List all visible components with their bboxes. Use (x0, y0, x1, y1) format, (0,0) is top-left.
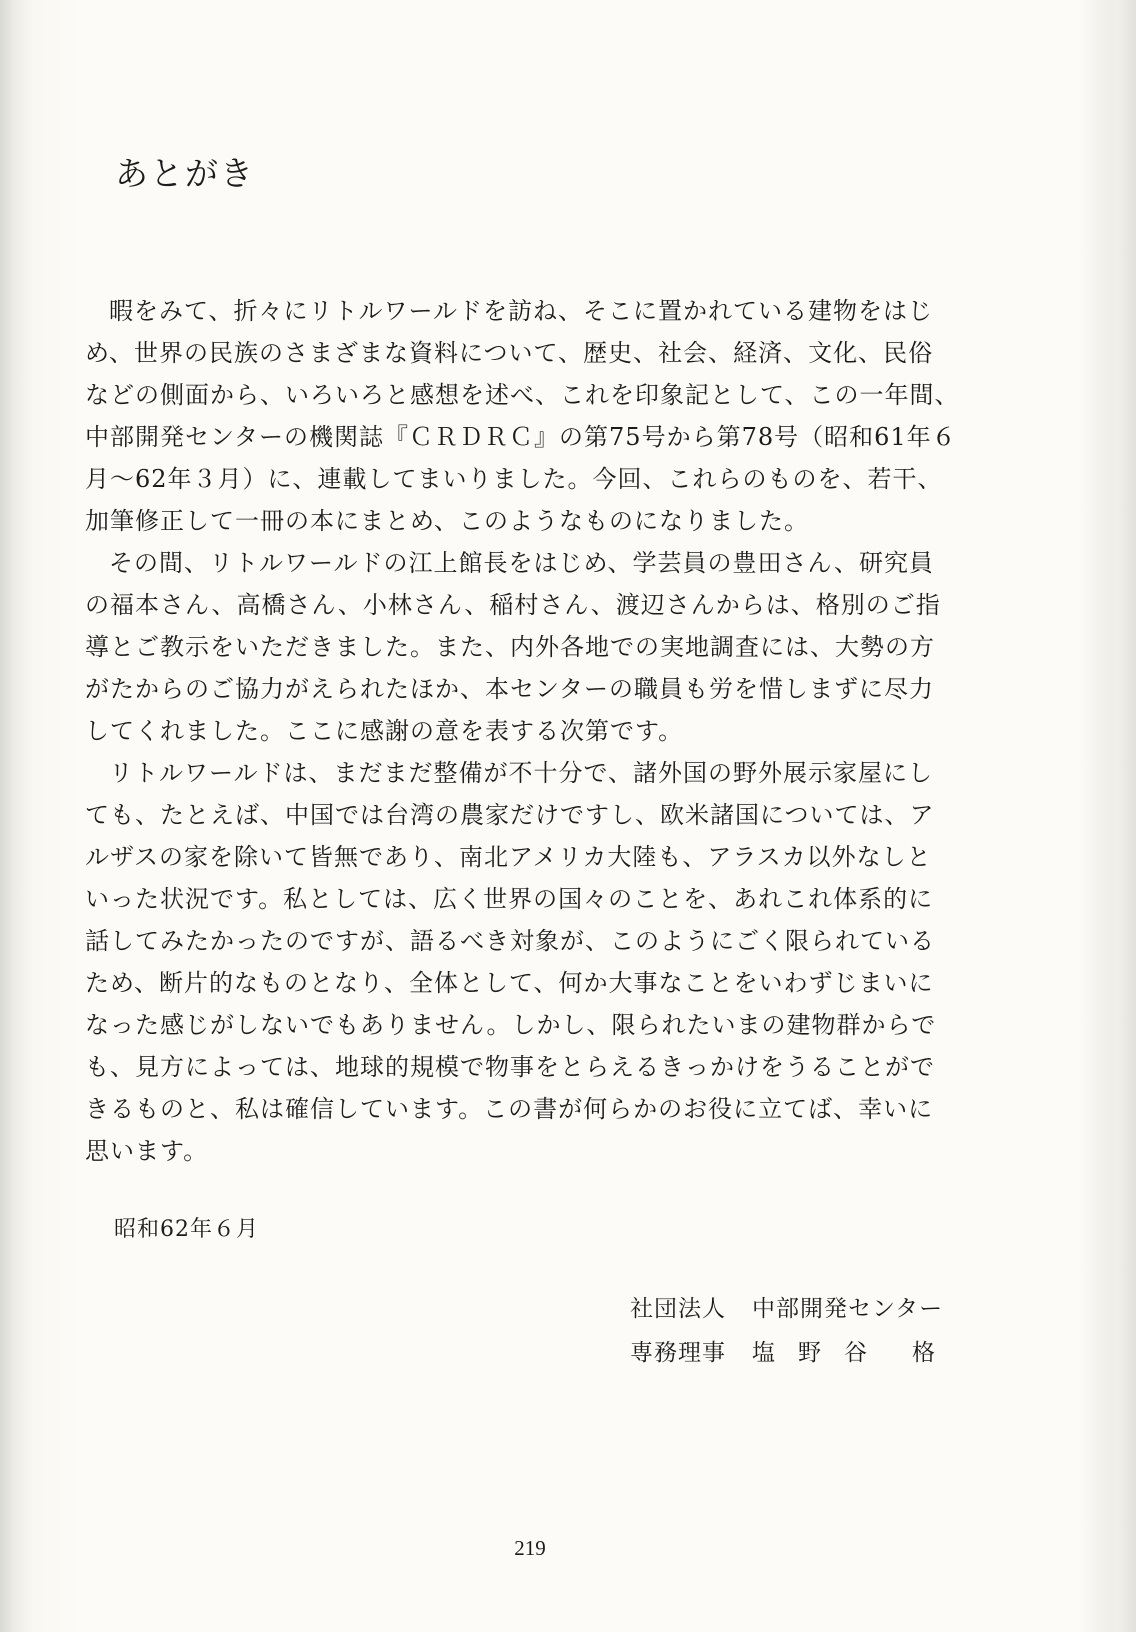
page-edge-shadow (1106, 0, 1136, 1632)
paragraph-3-line-9: きるものと、私は確信しています。この書が何らかのお役に立てば、幸いに (85, 1095, 934, 1123)
paragraph-3-line-6: ため、断片的なものとなり、全体として、何か大事なことをいわずじまいに (85, 969, 934, 997)
paragraph-2-line-5: してくれました。ここに感謝の意を表する次第です。 (85, 717, 684, 745)
paragraph-2-line-3: 導とご教示をいただきました。また、内外各地での実地調査には、大勢の方 (85, 633, 935, 661)
name-char-1: 塩 (752, 1340, 776, 1366)
paragraph-3-line-4: いった状況です。私としては、広く世界の国々のことを、あれこれ体系的に (85, 885, 934, 913)
name-char-2: 野 (798, 1340, 822, 1366)
paragraph-1-line-3: などの側面から、いろいろと感想を述べ、これを印象記として、この一年間、 (85, 381, 960, 409)
paragraph-1-line-2: め、世界の民族のさまざまな資料について、歴史、社会、経済、文化、民俗 (85, 339, 934, 367)
paragraph-2-line-2: の福本さん、高橋さん、小林さん、稲村さん、渡辺さんからは、格別のご指 (85, 591, 941, 619)
date-line: 昭和62年６月 (114, 1217, 259, 1242)
organization-name: 中部開発センター (752, 1296, 944, 1322)
paragraph-1-line-4: 中部開発センターの機関誌『ＣＲＤＲＣ』の第75号から第78号（昭和61年６ (85, 423, 957, 451)
page-title: あとがき (115, 154, 255, 193)
paragraph-3-line-8: も、見方によっては、地球的規模で物事をとらえるきっかけをうることがで (85, 1053, 935, 1081)
paragraph-3-line-3: ルザスの家を除いて皆無であり、南北アメリカ大陸も、アラスカ以外なしと (85, 843, 932, 871)
paragraph-2-line-4: がたからのご協力がえられたほか、本センターの職員も労を惜しまずに尽力 (85, 675, 935, 703)
signature-person (630, 1334, 936, 1367)
page-number: 219 (514, 1536, 546, 1560)
paragraph-3-line-1: リトルワールドは、まだまだ整備が不十分で、諸外国の野外展示家屋にし (109, 759, 934, 787)
body-text (85, 290, 965, 1172)
paragraph-3-line-5: 話してみたかったのですが、語るべき対象が、このようにごく限られている (85, 927, 935, 955)
signature-name (752, 1340, 936, 1366)
paragraph-1-line-1: 暇をみて、折々にリトルワールドを訪ね、そこに置かれている建物をはじ (109, 297, 934, 325)
organization-type: 社団法人 (630, 1296, 726, 1322)
name-char-4: 格 (912, 1340, 936, 1366)
paragraph-1-line-5: 月～62年３月）に、連載してまいりました。今回、これらのものを、若干、 (85, 465, 943, 493)
paragraph-2-line-1: その間、リトルワールドの江上館長をはじめ、学芸員の豊田さん、研究員 (109, 549, 934, 577)
paragraph-1-line-6: 加筆修正して一冊の本にまとめ、このようなものになりました。 (85, 507, 810, 535)
paragraph-3-line-10: 思います。 (85, 1137, 209, 1165)
signature-organization (630, 1290, 943, 1323)
name-char-3: 谷 (844, 1340, 868, 1366)
paragraph-3-line-2: ても、たとえば、中国では台湾の農家だけですし、欧米諸国については、ア (85, 801, 935, 829)
paragraph-3-line-7: なった感じがしないでもありません。しかし、限られたいまの建物群からで (85, 1011, 937, 1039)
signature-position: 専務理事 (630, 1340, 726, 1366)
